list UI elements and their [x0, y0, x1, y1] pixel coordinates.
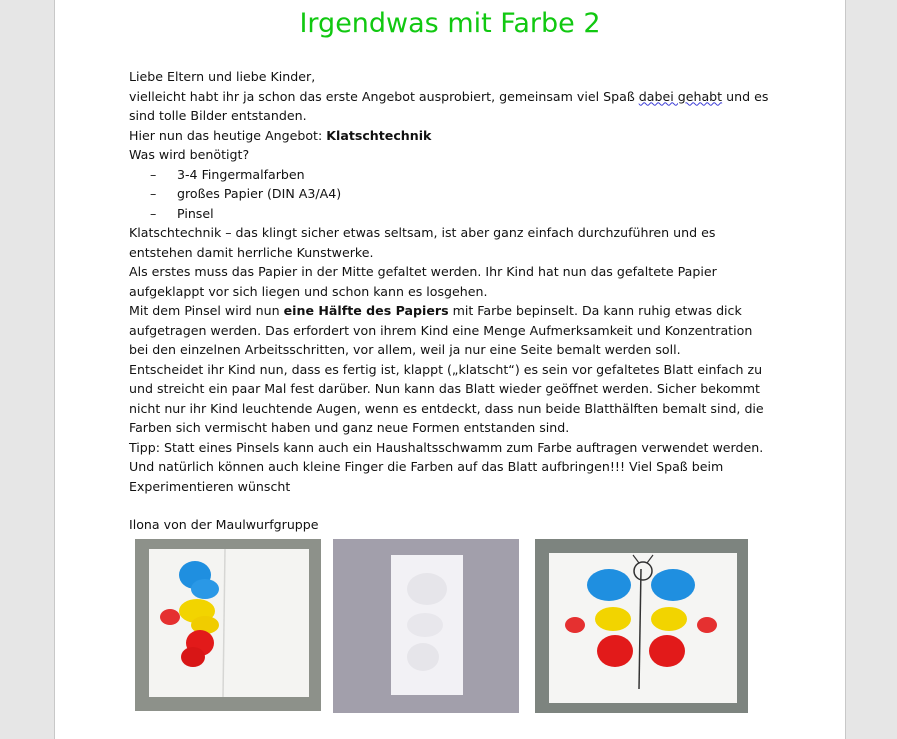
photo-embossed-blank-sheet [333, 539, 519, 713]
brush-line [129, 301, 769, 321]
greeting-line: Liebe Eltern und liebe Kinder, [129, 69, 316, 84]
intro-line-1 [129, 87, 769, 107]
list-item-text: 3-4 Fingermalfarben [177, 166, 305, 182]
paragraph-line: aufgeklappt vor sich liegen und schon kann es losgehen. [129, 283, 488, 299]
intro-text: vielleicht habt ihr ja schon das erste Angebot ausprobiert, gemeinsam viel Spaß [129, 88, 639, 104]
offer-line [129, 126, 769, 146]
needed-question: Was wird benötigt? [129, 147, 250, 162]
paragraph-line: Experimentieren wünscht [129, 478, 291, 494]
document-title: Irgendwas mit Farbe 2 [299, 8, 601, 39]
photo-butterfly-print [535, 539, 748, 713]
bullet-dash: – [150, 205, 157, 221]
list-item-text: Pinsel [177, 205, 214, 221]
offer-prefix: Hier nun das heutige Angebot: [129, 127, 327, 143]
emphasis-text: eine Hälfte des Papiers [283, 303, 449, 318]
brush-suffix: mit Farbe bepinselt. Da kann ruhig etwas dick [448, 303, 742, 318]
paragraph-line: Entscheidet ihr Kind nun, dass es fertig ist, klappt („klatscht“) es sein vor gefaltetes Blatt einfach zu [129, 361, 763, 377]
brush-prefix: Mit dem Pinsel wird nun [129, 303, 284, 318]
paragraph-line: entstehen damit herrliche Kunstwerke. [129, 244, 374, 260]
list-item [129, 165, 769, 185]
paragraph-line: bei den einzelnen Arbeitsschritten, vor allem, weil ja nur eine Seite bemalt werden soll. [129, 342, 681, 357]
blank-line [129, 496, 769, 515]
paragraph-line: aufgetragen werden. Das erfordert von ihrem Kind eine Menge Aufmerksamkeit und Konzentration [129, 322, 753, 338]
paragraph-line: nicht nur ihr Kind leuchtende Augen, wenn es entdeckt, dass nun beide Blatthälften bemalt sind, die [129, 400, 764, 416]
paragraph-line: Als erstes muss das Papier in der Mitte gefaltet werden. Ihr Kind hat nun das gefaltete Papier [129, 264, 717, 279]
paragraph-line: Und natürlich können auch kleine Finger die Farben auf das Blatt aufbringen!!! Viel Spaß beim [129, 459, 724, 474]
paragraph-line: Klatschtechnik – das klingt sicher etwas seltsam, ist aber ganz einfach durchzuführen und es [129, 225, 716, 240]
intro-line-2: sind tolle Bilder entstanden. [129, 108, 307, 123]
document-page [54, 0, 846, 739]
list-item [129, 184, 769, 204]
list-item [129, 204, 769, 224]
document-body [129, 67, 769, 535]
intro-text-end: und es [722, 88, 769, 104]
paragraph-line: und streicht ein paar Mal fest darüber. Nun kann das Blatt wieder geöffnet werden. Sicher bekommt [129, 381, 760, 396]
paragraph-line: Farben sich vermischt haben und ganz neue Formen entstanden sind. [129, 420, 570, 435]
spellcheck-flagged-text: dabei gehabt [638, 88, 723, 104]
bullet-dash: – [150, 186, 157, 201]
paragraph-line: Tipp: Statt eines Pinsels kann auch ein Haushaltsschwamm zum Farbe auftragen verwendet werden. [129, 439, 764, 455]
list-item-text: großes Papier (DIN A3/A4) [177, 186, 342, 201]
signature-line: Ilona von der Maulwurfgruppe [129, 517, 319, 532]
bullet-dash: – [150, 166, 157, 182]
technique-name: Klatschtechnik [326, 127, 432, 143]
photo-half-painted-sheet [135, 539, 321, 711]
